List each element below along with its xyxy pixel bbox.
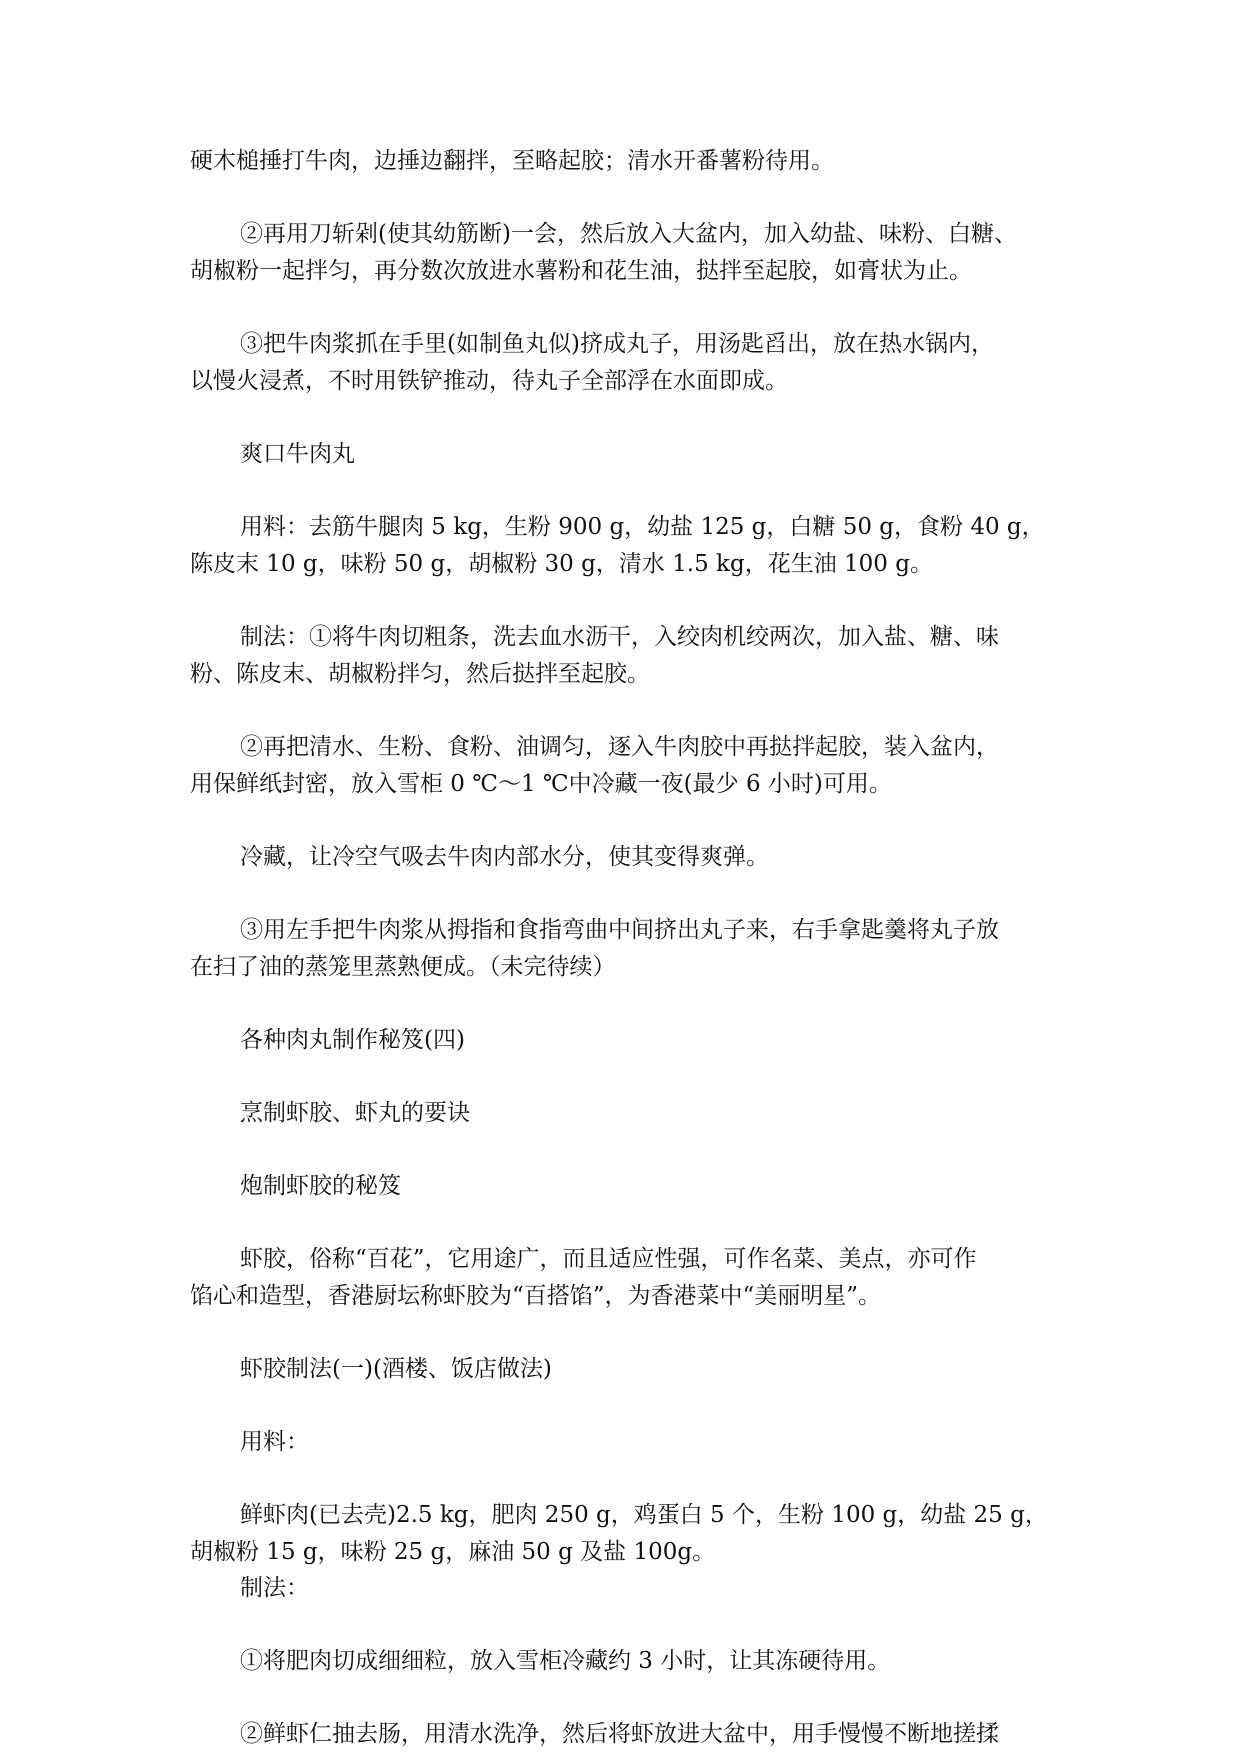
text-line: 各种肉丸制作秘笈(四) xyxy=(240,1027,465,1053)
paragraph-shape-balls-step-3 xyxy=(190,326,1070,400)
text-line: 陈皮末 10 g，味粉 50 g，胡椒粉 30 g，清水 1.5 kg，花生油 100 g。 xyxy=(190,551,933,577)
paragraph-refrigeration-note xyxy=(190,839,1070,876)
text-line: 冷藏，让冷空气吸去牛肉内部水分，使其变得爽弹。 xyxy=(240,844,769,870)
heading-meatball-secrets-4 xyxy=(190,1022,1070,1059)
text-line: 以慢火浸煮，不时用铁铲推动，待丸子全部浮在水面即成。 xyxy=(190,368,788,394)
text-line: 烹制虾胶、虾丸的要诀 xyxy=(240,1100,470,1126)
paragraph-ingredients-beef xyxy=(190,509,1070,583)
text-line: 炮制虾胶的秘笈 xyxy=(240,1173,401,1199)
text-line: ①将肥肉切成细细粒，放入雪柜冷藏约 3 小时，让其冻硬待用。 xyxy=(240,1648,891,1674)
text-line: 爽口牛肉丸 xyxy=(240,441,355,467)
paragraph-chop-step-2 xyxy=(190,216,1070,290)
paragraph-shrimp-step-2 xyxy=(190,1716,1070,1753)
text-line: 硬木槌捶打牛肉，边捶边翻拌，至略起胶；清水开番薯粉待用。 xyxy=(190,148,834,174)
paragraph-method-beef-step-2 xyxy=(190,729,1070,803)
text-line: 制法： xyxy=(240,1575,309,1601)
text-line: 胡椒粉一起拌匀，再分数次放进水薯粉和花生油，挞拌至起胶，如膏状为止。 xyxy=(190,258,972,284)
heading-crisp-beef-balls xyxy=(190,436,1070,473)
text-line: 制法：①将牛肉切粗条，洗去血水沥干，入绞肉机绞两次，加入盐、糖、味 xyxy=(240,624,999,650)
text-line: 虾胶制法(一)(酒楼、饭店做法) xyxy=(240,1356,552,1382)
paragraph-ingredients-shrimp xyxy=(190,1497,1070,1571)
text-line: 粉、陈皮末、胡椒粉拌匀，然后挞拌至起胶。 xyxy=(190,661,650,687)
paragraph-shrimp-step-1 xyxy=(190,1643,1070,1680)
heading-shrimp-paste-tips xyxy=(190,1095,1070,1132)
paragraph-shrimp-paste-intro xyxy=(190,1241,1070,1315)
text-line: ②再用刀斩剁(使其幼筋断)一会，然后放入大盆内，加入幼盐、味粉、白糖、 xyxy=(240,221,1017,247)
text-line: ②鲜虾仁抽去肠，用清水洗净，然后将虾放进大盆中，用手慢慢不断地搓揉 xyxy=(240,1721,999,1747)
text-line: 虾胶，俗称“百花”，它用途广，而且适应性强，可作名菜、美点，亦可作 xyxy=(240,1246,977,1272)
text-line: 馅心和造型，香港厨坛称虾胶为“百搭馅”，为香港菜中“美丽明星”。 xyxy=(190,1283,882,1309)
text-line: 鲜虾肉(已去壳)2.5 kg，肥肉 250 g，鸡蛋白 5 个，生粉 100 g，幼盐 25 g， xyxy=(240,1502,1048,1528)
text-line: ②再把清水、生粉、食粉、油调匀，逐入牛肉胶中再挞拌起胶，装入盆内， xyxy=(240,734,999,760)
paragraph-method-beef-step-3 xyxy=(190,912,1070,986)
text-line: ③用左手把牛肉浆从拇指和食指弯曲中间挤出丸子来，右手拿匙羹将丸子放 xyxy=(240,917,999,943)
text-line: 用料： xyxy=(240,1429,309,1455)
label-method xyxy=(190,1570,1070,1607)
paragraph-beef-pounding-end xyxy=(190,143,1070,180)
text-line: 在扫了油的蒸笼里蒸熟便成。（未完待续） xyxy=(190,954,616,980)
text-line: ③把牛肉浆抓在手里(如制鱼丸似)挤成丸子，用汤匙舀出，放在热水锅内， xyxy=(240,331,994,357)
heading-shrimp-paste-method-1 xyxy=(190,1351,1070,1388)
text-line: 胡椒粉 15 g，味粉 25 g，麻油 50 g 及盐 100g。 xyxy=(190,1539,716,1565)
paragraph-method-beef-step-1 xyxy=(190,619,1070,693)
label-ingredients xyxy=(190,1424,1070,1461)
text-line: 用料：去筋牛腿肉 5 kg，生粉 900 g，幼盐 125 g，白糖 50 g，食粉 40 g， xyxy=(240,514,1045,540)
text-line: 用保鲜纸封密，放入雪柜 0 ℃～1 ℃中冷藏一夜(最少 6 小时)可用。 xyxy=(190,771,892,797)
heading-shrimp-paste-secret xyxy=(190,1168,1070,1205)
